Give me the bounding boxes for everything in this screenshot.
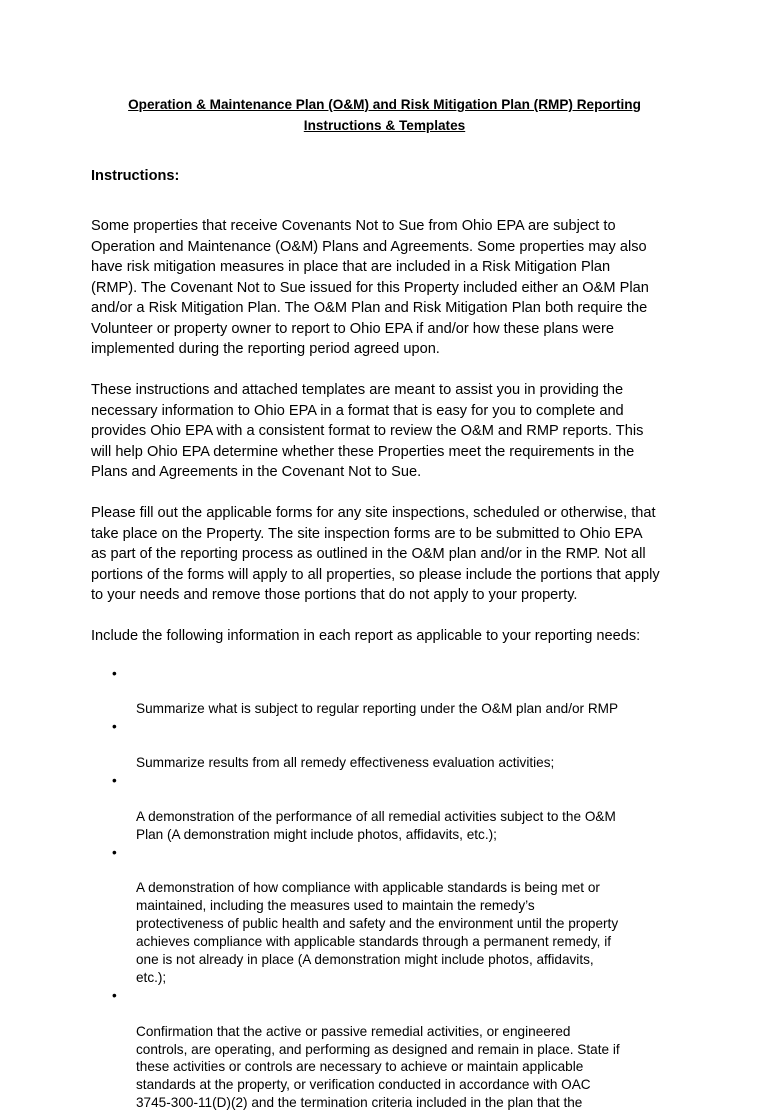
document-title: Operation & Maintenance Plan (O&M) and Risk Mitigation Plan (RMP) Reporting Instructions & Templates (91, 95, 678, 136)
bullet-icon: • (112, 718, 117, 736)
list-item (91, 844, 678, 987)
list-item (91, 718, 678, 772)
list-item-text: Confirmation that the active or passive remedial activities, or engineered controls, are operating, and performing as designed and remain in place. State if these activities or controls are necessary to achieve or maintain applicable standards at the property, or verification conducted in accordance with OAC 3745-300-11(D)(2) and the termination criteria included in the plan that the (136, 1024, 620, 1111)
report-requirements-list (91, 665, 678, 1112)
list-item-text: Summarize what is subject to regular reporting under the O&M plan and/or RMP (136, 701, 618, 716)
list-item-text: A demonstration of the performance of all remedial activities subject to the O&M Plan (A demonstration might include photos, affidavits, etc.); (136, 809, 616, 842)
list-item-text: Summarize results from all remedy effectiveness evaluation activities; (136, 755, 554, 770)
instructions-heading: Instructions: (91, 166, 678, 186)
list-item (91, 772, 678, 844)
list-item (91, 665, 678, 719)
paragraph-include-info: Include the following information in each report as applicable to your reporting needs: (91, 626, 678, 647)
bullet-icon: • (112, 844, 117, 862)
paragraph-site-inspections: Please fill out the applicable forms for any site inspections, scheduled or otherwise, that take place on the Property. The site inspection forms are to be submitted to Ohio EPA as part of the reporting process as outlined in the O&M plan and/or in the RMP. Not all portions of the forms will apply to all properties, so please include the portions that apply to your needs and remove those portions that do not apply to your property. (91, 503, 678, 606)
list-item-text: A demonstration of how compliance with applicable standards is being met or maintained, including the measures used to maintain the remedy’s protectiveness of public health and safety and the environment until the property achieves compliance with applicable standards through a permanent remedy, if one is not already in place (A demonstration might include photos, affidavits, etc.); (136, 880, 618, 985)
paragraph-templates-purpose: These instructions and attached templates are meant to assist you in providing the necessary information to Ohio EPA in a format that is easy for you to complete and provides Ohio EPA with a consistent format to review the O&M and RMP reports. This will help Ohio EPA determine whether these Properties meet the requirements in the Plans and Agreements in the Covenant Not to Sue. (91, 380, 678, 483)
list-item (91, 987, 678, 1112)
bullet-icon: • (112, 987, 117, 1005)
bullet-icon: • (112, 772, 117, 790)
bullet-icon: • (112, 665, 117, 683)
paragraph-covenants: Some properties that receive Covenants Not to Sue from Ohio EPA are subject to Operation and Maintenance (O&M) Plans and Agreements. Some properties may also have risk mitigation measures in place that are included in a Risk Mitigation Plan (RMP). The Covenant Not to Sue issued for this Property included either an O&M Plan and/or a Risk Mitigation Plan. The O&M Plan and Risk Mitigation Plan both require the Volunteer or property owner to report to Ohio EPA if and/or how these plans were implemented during the reporting period agreed upon. (91, 216, 678, 360)
